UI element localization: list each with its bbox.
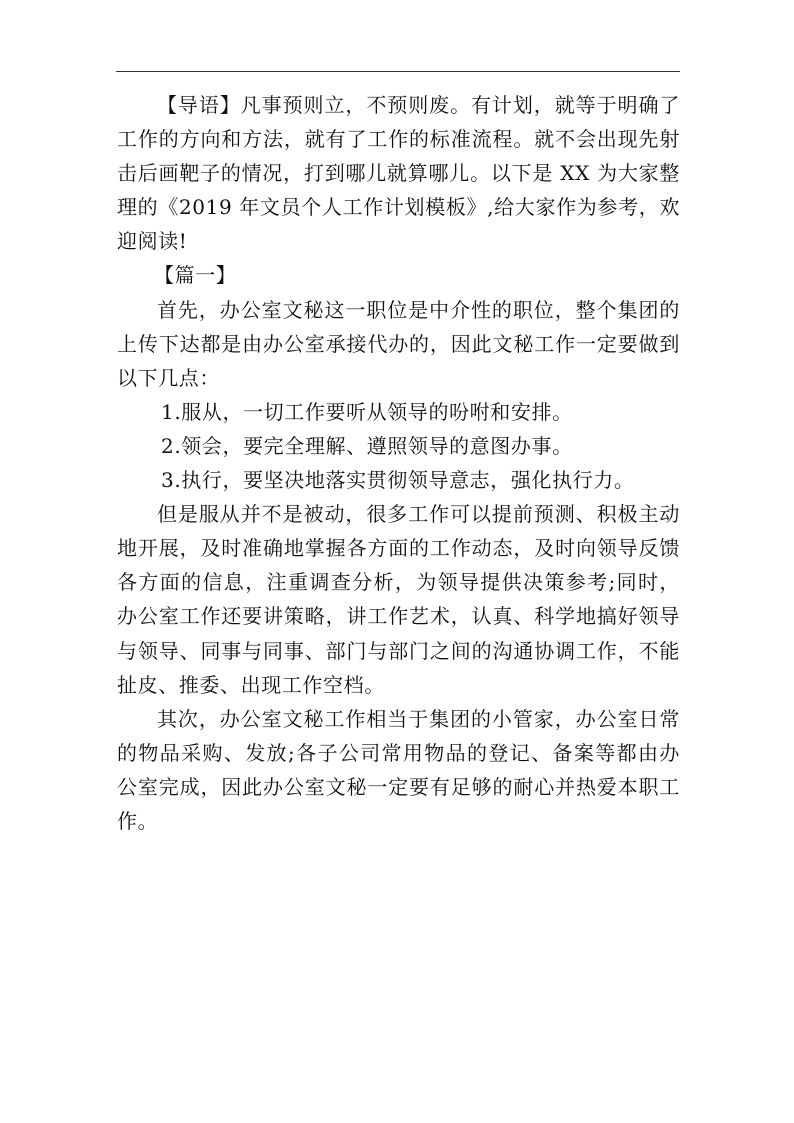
body-paragraph: 但是服从并不是被动，很多工作可以提前预测、积极主动地开展，及时准确地掌握各方面的工作动态，及时向领导反馈各方面的信息，注重调查分析，为领导提供决策参考;同时，办公室工作还要讲策略，讲工作艺术，认真、科学地搞好领导与领导、同事与同事、部门与部门之间的沟通协调工作，不能扯皮、推委、出现工作空档。 xyxy=(117,502,680,697)
list-item: 3.执行，要坚决地落实贯彻领导意志，强化执行力。 xyxy=(161,468,635,493)
body-paragraph: 其次，办公室文秘工作相当于集团的小管家，办公室日常的物品采购、发放;各子公司常用物品的登记、备案等都由办公室完成，因此办公室文秘一定要有足够的耐心并热爱本职工作。 xyxy=(117,706,680,833)
body-paragraph: 首先，办公室文秘这一职位是中介性的职位，整个集团的上传下达都是由办公室承接代办的，因此文秘工作一定要做到以下几点： xyxy=(117,297,680,390)
document-body xyxy=(117,88,680,838)
list-item: 1.服从，一切工作要听从领导的吩咐和安排。 xyxy=(161,399,573,424)
header-rule xyxy=(116,71,680,72)
list-item: 2.领会，要完全理解、遵照领导的意图办事。 xyxy=(161,433,573,458)
section-heading: 【篇一】 xyxy=(154,263,237,288)
intro-paragraph: 【导语】凡事预则立，不预则废。有计划，就等于明确了工作的方向和方法，就有了工作的标准流程。就不会出现先射击后画靶子的情况，打到哪儿就算哪儿。以下是 XX 为大家整理的《2019 年文员个人工作计划模板》,给大家作为参考，欢迎阅读! xyxy=(117,93,680,254)
